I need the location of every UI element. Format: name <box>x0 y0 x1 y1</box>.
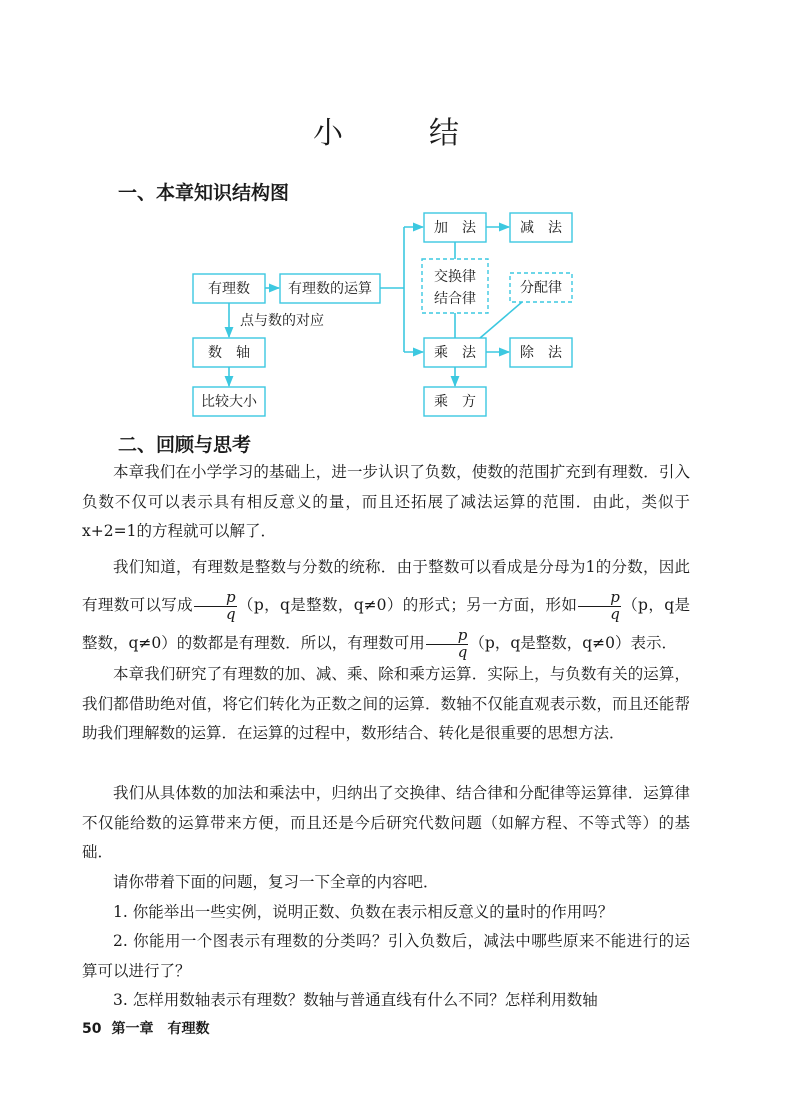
question-2: 2. 你能用一个图表示有理数的分类吗？引入负数后，减法中哪些原来不能进行的运算可以进行了？ <box>82 932 690 980</box>
fraction-text-c: （p，q是整数，q≠0）的数都是有理数．所以，有理数可用 <box>82 596 690 652</box>
fraction-numerator: p <box>194 590 237 607</box>
question-1: 1. 你能举出一些实例，说明正数、负数在表示相反意义的量时的作用吗？ <box>113 903 614 921</box>
label-multiply: 乘 法 <box>434 345 476 361</box>
fraction-text-b: （p，q是整数，q≠0）的形式；另一方面，形如 <box>237 596 578 614</box>
page-number: 50 <box>82 1021 102 1037</box>
chapter-label: 第一章 有理数 <box>111 1021 210 1037</box>
label-number-line: 数 轴 <box>208 345 250 361</box>
question-3: 3. 怎样用数轴表示有理数？数轴与普通直线有什么不同？怎样利用数轴 <box>113 991 598 1009</box>
fraction-numerator: p <box>426 628 469 645</box>
label-associative: 结合律 <box>434 291 476 307</box>
paragraph-operations: 本章我们研究了有理数的加、减、乘、除和乘方运算．实际上，与负数有关的运算，我们都借助绝对值，将它们转化为正数之间的运算．数轴不仅能直观表示数，而且还能帮助我们理解数的运算．在运算的过程中，数形结合、转化是很重要的思想方法． <box>82 665 690 742</box>
label-operations: 有理数的运算 <box>288 281 372 297</box>
fraction-numerator: p <box>578 590 621 607</box>
page-title: 小 结 <box>313 116 487 151</box>
fraction-p-over-q-3 <box>426 625 469 661</box>
label-divide: 除 法 <box>520 345 562 361</box>
label-subtract: 减 法 <box>520 220 562 236</box>
knowledge-structure-diagram <box>0 0 800 440</box>
section-heading-structure: 一、本章知识结构图 <box>118 182 290 204</box>
fraction-denominator: q <box>610 604 620 623</box>
fraction-p-over-q-2 <box>578 587 621 623</box>
fraction-denominator: q <box>226 604 236 623</box>
paragraph-laws: 我们从具体数的加法和乘法中，归纳出了交换律、结合律和分配律等运算律．运算律不仅能给数的运算带来方便，而且还是今后研究代数问题（如解方程、不等式等）的基础． <box>82 784 690 861</box>
label-commutative: 交换律 <box>434 269 476 285</box>
fraction-p-over-q <box>194 587 237 623</box>
label-power: 乘 方 <box>434 394 476 410</box>
label-compare: 比较大小 <box>201 394 257 410</box>
paragraph-fraction-form <box>82 548 690 662</box>
page-footer <box>82 1018 209 1038</box>
label-add: 加 法 <box>434 220 476 236</box>
label-rational: 有理数 <box>208 281 250 297</box>
paragraph-review-prompt: 请你带着下面的问题，复习一下全章的内容吧． <box>113 873 439 891</box>
label-distributive: 分配律 <box>520 280 562 296</box>
fraction-text-a: 我们知道，有理数是整数与分数的统称．由于整数可以看成是分母为1的分数，因此有理数可以写成 <box>82 558 690 614</box>
section-heading-review: 二、回顾与思考 <box>118 434 252 456</box>
paragraph-negative-numbers: 本章我们在小学学习的基础上，进一步认识了负数，使数的范围扩充到有理数．引入负数不仅可以表示具有相反意义的量，而且还拓展了减法运算的范围．由此，类似于x+2=1的方程就可以解了． <box>82 463 690 540</box>
label-correspondence: 点与数的对应 <box>240 313 324 329</box>
fraction-denominator: q <box>457 642 468 661</box>
fraction-text-d: （p，q是整数，q≠0）表示． <box>469 634 678 652</box>
